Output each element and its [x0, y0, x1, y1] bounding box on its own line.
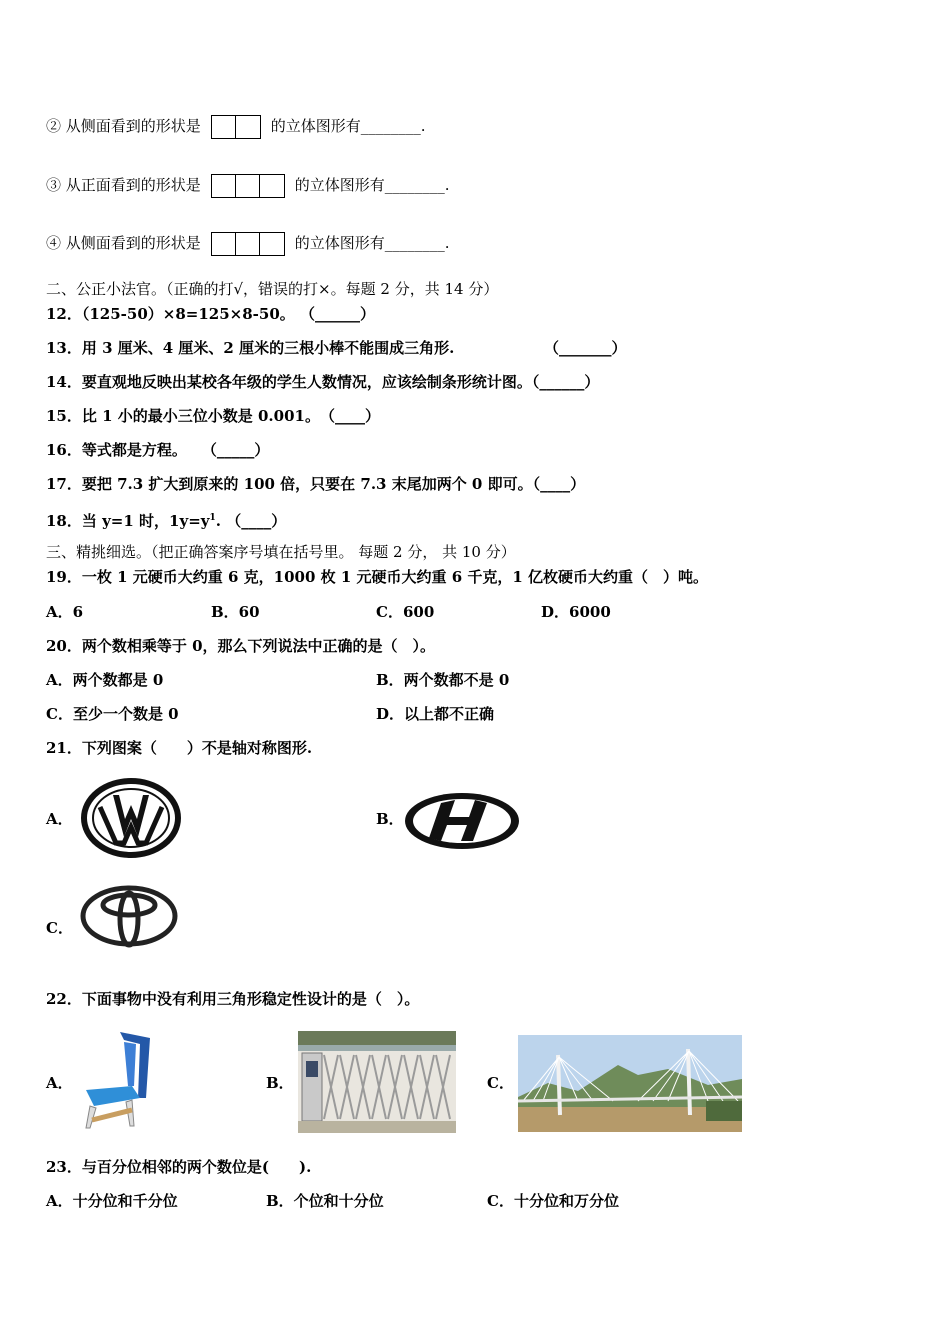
q20-option-c: C．至少一个数是 0 — [46, 705, 179, 723]
view-item-3-prefix: ③ 从正面看到的形状是 — [46, 176, 201, 194]
view-item-2 — [46, 115, 426, 139]
view-item-4 — [46, 232, 450, 256]
q21-option-b: B． — [376, 810, 404, 828]
view-item-3-suffix: 的立体图形有________. — [294, 176, 450, 194]
view-item-2-suffix: 的立体图形有________. — [270, 117, 426, 135]
section2-heading: 二、公正小法官。（正确的打√，错误的打×。每题 2 分，共 14 分） — [46, 280, 499, 298]
q22-option-c: C． — [487, 1074, 514, 1092]
chair-image — [80, 1028, 154, 1130]
q19-option-d: D．6000 — [541, 603, 611, 621]
question-12: 12．（125-50）×8=125×8-50。 （______） — [46, 305, 375, 323]
question-13: 13．用 3 厘米、4 厘米、2 厘米的三根小棒不能围成三角形. — [46, 339, 455, 357]
q19-option-c: C．600 — [376, 603, 435, 621]
view-item-4-suffix: 的立体图形有________. — [294, 234, 450, 252]
q22-option-a: A． — [46, 1074, 73, 1092]
q20-option-d: D．以上都不正确 — [376, 705, 495, 723]
q23-option-c: C．十分位和万分位 — [487, 1192, 619, 1210]
q21-option-a: A． — [46, 810, 73, 828]
question-23: 23．与百分位相邻的两个数位是( ). — [46, 1158, 312, 1176]
question-16: 16．等式都是方程。 （_____） — [46, 441, 270, 459]
view-item-4-prefix: ④ 从侧面看到的形状是 — [46, 234, 201, 252]
question-18 — [46, 508, 286, 531]
question-18-exponent: 1 — [209, 513, 216, 523]
q20-option-a: A．两个数都是 0 — [46, 671, 164, 689]
q20-option-b: B．两个数都不是 0 — [376, 671, 510, 689]
shape-3-boxes — [211, 174, 285, 198]
q19-option-a: A．6 — [46, 603, 84, 621]
shape-2-boxes — [211, 115, 261, 139]
toyota-logo — [80, 883, 178, 949]
question-18-tail: . （____） — [215, 512, 287, 530]
q19-option-b: B．60 — [211, 603, 260, 621]
q23-option-b: B．个位和十分位 — [266, 1192, 384, 1210]
q23-option-a: A．十分位和千分位 — [46, 1192, 178, 1210]
question-20: 20．两个数相乘等于 0，那么下列说法中正确的是（ ）。 — [46, 637, 436, 655]
view-item-2-prefix: ② 从侧面看到的形状是 — [46, 117, 201, 135]
question-19: 19．一枚 1 元硬币大约重 6 克，1000 枚 1 元硬币大约重 6 千克，1 亿枚硬币大约重（ ）吨。 — [46, 568, 709, 586]
question-17: 17．要把 7.3 扩大到原来的 100 倍，只要在 7.3 末尾加两个 0 即可。（____） — [46, 475, 586, 493]
question-14: 14．要直观地反映出某校各年级的学生人数情况，应该绘制条形统计图。（______） — [46, 373, 600, 391]
bridge-image — [518, 1035, 742, 1132]
hyundai-logo — [403, 791, 521, 851]
question-21: 21．下列图案（ ）不是轴对称图形. — [46, 739, 313, 757]
shape-4-boxes — [211, 232, 285, 256]
vw-logo — [80, 777, 182, 859]
folding-gate-image — [298, 1031, 456, 1133]
question-22: 22．下面事物中没有利用三角形稳定性设计的是（ ）。 — [46, 990, 420, 1008]
view-item-3 — [46, 174, 450, 198]
q21-option-c: C． — [46, 919, 73, 937]
question-18-text: 18．当 y=1 时，1y=y — [46, 512, 210, 530]
question-15: 15．比 1 小的最小三位小数是 0.001。 （____） — [46, 407, 380, 425]
q22-option-b: B． — [266, 1074, 294, 1092]
question-13-blank: （_______） — [544, 339, 627, 357]
section3-heading: 三、精挑细选。（把正确答案序号填在括号里。 每题 2 分， 共 10 分） — [46, 543, 516, 561]
